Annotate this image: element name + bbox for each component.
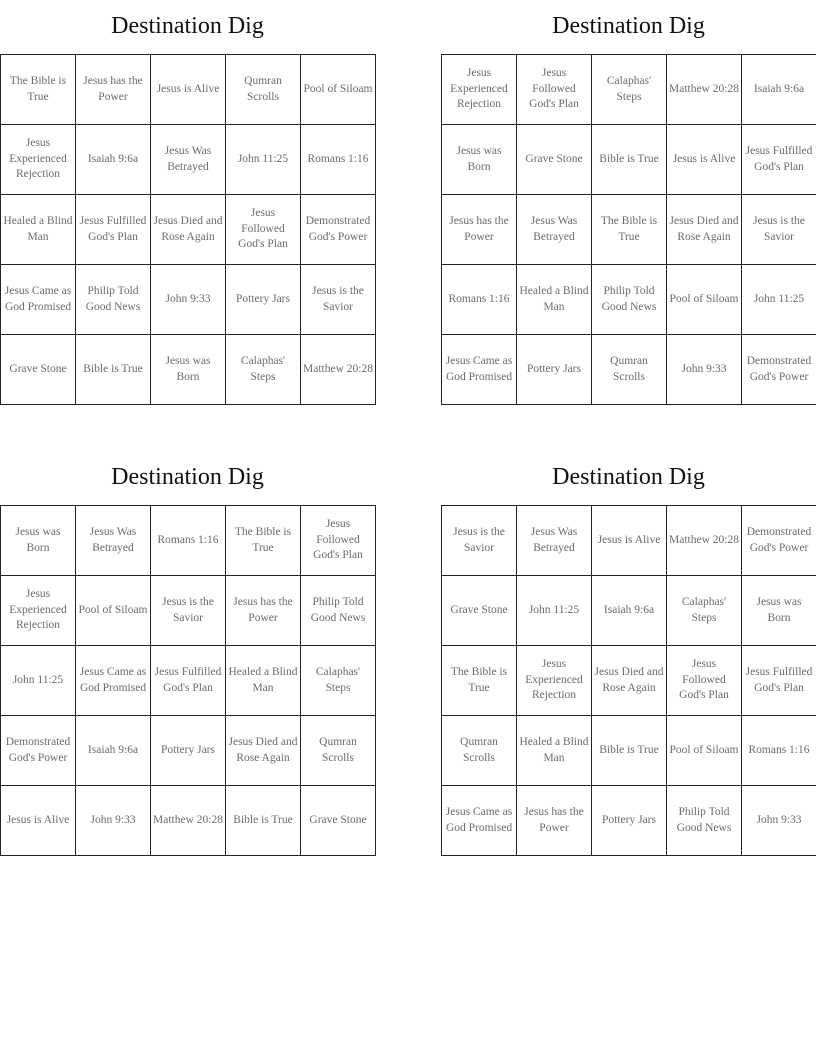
- grid-cell: The Bible is True: [442, 646, 517, 716]
- grid-cell: Pottery Jars: [592, 786, 667, 856]
- grid-cell: The Bible is True: [226, 506, 301, 576]
- grid-cell: John 9:33: [76, 786, 151, 856]
- grid-cell: Qumran Scrolls: [442, 716, 517, 786]
- grid-cell: John 9:33: [742, 786, 816, 856]
- grid-cell: Jesus Was Betrayed: [517, 195, 592, 265]
- grid-cell: John 11:25: [226, 125, 301, 195]
- card-title: Destination Dig: [552, 13, 705, 39]
- grid-cell: Bible is True: [226, 786, 301, 856]
- grid-cell: Jesus is the Savior: [442, 506, 517, 576]
- card-title: Destination Dig: [552, 464, 705, 490]
- grid-cell: Jesus Followed God's Plan: [517, 55, 592, 125]
- grid-row: [1, 55, 376, 125]
- grid-cell: Pottery Jars: [151, 716, 226, 786]
- grid-cell: Demonstrated God's Power: [742, 506, 816, 576]
- grid-cell: Jesus Experienced Rejection: [1, 125, 76, 195]
- grid-cell: Calaphas' Steps: [667, 576, 742, 646]
- grid-cell: Qumran Scrolls: [592, 335, 667, 405]
- grid-cell: Pool of Siloam: [667, 716, 742, 786]
- grid-cell: Jesus was Born: [442, 125, 517, 195]
- grid-cell: Jesus was Born: [742, 576, 816, 646]
- grid-row: [1, 576, 376, 646]
- grid-cell: Grave Stone: [517, 125, 592, 195]
- grid-cell: Jesus is Alive: [592, 506, 667, 576]
- grid-cell: Jesus Was Betrayed: [517, 506, 592, 576]
- grid-row: [442, 195, 816, 265]
- grid-cell: Pottery Jars: [226, 265, 301, 335]
- grid-cell: Calaphas' Steps: [226, 335, 301, 405]
- grid-cell: Calaphas' Steps: [301, 646, 376, 716]
- grid-cell: Jesus Experienced Rejection: [442, 55, 517, 125]
- grid-cell: Jesus Followed God's Plan: [667, 646, 742, 716]
- grid-cell: Demonstrated God's Power: [301, 195, 376, 265]
- grid-row: [442, 125, 816, 195]
- grid-cell: Jesus Fulfilled God's Plan: [742, 125, 816, 195]
- grid-cell: Jesus Died and Rose Again: [592, 646, 667, 716]
- grid-row: [442, 716, 816, 786]
- bingo-grid: [441, 505, 816, 856]
- grid-cell: Pool of Siloam: [667, 265, 742, 335]
- grid-cell: Jesus Died and Rose Again: [226, 716, 301, 786]
- grid-row: [442, 265, 816, 335]
- grid-cell: Romans 1:16: [742, 716, 816, 786]
- grid-row: [442, 576, 816, 646]
- grid-cell: Isaiah 9:6a: [592, 576, 667, 646]
- grid-cell: Jesus Followed God's Plan: [226, 195, 301, 265]
- grid-cell: Jesus is Alive: [667, 125, 742, 195]
- grid-cell: Matthew 20:28: [151, 786, 226, 856]
- card-title: Destination Dig: [111, 13, 264, 39]
- grid-cell: Jesus Experienced Rejection: [1, 576, 76, 646]
- grid-cell: Jesus Died and Rose Again: [667, 195, 742, 265]
- grid-row: [1, 506, 376, 576]
- grid-cell: Jesus Was Betrayed: [76, 506, 151, 576]
- grid-cell: Jesus was Born: [1, 506, 76, 576]
- grid-row: [442, 506, 816, 576]
- grid-cell: Pool of Siloam: [76, 576, 151, 646]
- grid-cell: Demonstrated God's Power: [742, 335, 816, 405]
- grid-cell: John 9:33: [151, 265, 226, 335]
- grid-cell: John 9:33: [667, 335, 742, 405]
- grid-row: [1, 786, 376, 856]
- grid-cell: Jesus Came as God Promised: [76, 646, 151, 716]
- grid-cell: Calaphas' Steps: [592, 55, 667, 125]
- grid-cell: Jesus is the Savior: [742, 195, 816, 265]
- grid-cell: Philip Told Good News: [592, 265, 667, 335]
- grid-cell: Qumran Scrolls: [226, 55, 301, 125]
- grid-cell: Jesus Fulfilled God's Plan: [742, 646, 816, 716]
- grid-cell: The Bible is True: [1, 55, 76, 125]
- grid-cell: Jesus Fulfilled God's Plan: [76, 195, 151, 265]
- grid-cell: Jesus is the Savior: [301, 265, 376, 335]
- grid-cell: Jesus is Alive: [1, 786, 76, 856]
- grid-cell: Jesus was Born: [151, 335, 226, 405]
- grid-row: [1, 195, 376, 265]
- grid-cell: John 11:25: [517, 576, 592, 646]
- grid-cell: Jesus Came as God Promised: [442, 786, 517, 856]
- grid-cell: Jesus Died and Rose Again: [151, 195, 226, 265]
- grid-cell: Jesus has the Power: [226, 576, 301, 646]
- bingo-grid: [0, 54, 376, 405]
- grid-cell: Bible is True: [592, 716, 667, 786]
- grid-cell: Isaiah 9:6a: [76, 716, 151, 786]
- grid-row: [442, 55, 816, 125]
- grid-cell: Jesus has the Power: [76, 55, 151, 125]
- grid-row: [1, 716, 376, 786]
- grid-row: [1, 646, 376, 716]
- grid-cell: Matthew 20:28: [667, 55, 742, 125]
- grid-cell: Healed a Blind Man: [517, 265, 592, 335]
- grid-cell: Philip Told Good News: [667, 786, 742, 856]
- grid-row: [442, 335, 816, 405]
- grid-row: [1, 265, 376, 335]
- grid-cell: John 11:25: [1, 646, 76, 716]
- grid-cell: Jesus has the Power: [442, 195, 517, 265]
- grid-cell: Grave Stone: [442, 576, 517, 646]
- grid-cell: Bible is True: [76, 335, 151, 405]
- grid-cell: Healed a Blind Man: [226, 646, 301, 716]
- grid-cell: Jesus is the Savior: [151, 576, 226, 646]
- grid-cell: Healed a Blind Man: [1, 195, 76, 265]
- grid-row: [1, 335, 376, 405]
- grid-cell: Philip Told Good News: [76, 265, 151, 335]
- grid-cell: Pottery Jars: [517, 335, 592, 405]
- grid-cell: Demonstrated God's Power: [1, 716, 76, 786]
- grid-cell: Qumran Scrolls: [301, 716, 376, 786]
- grid-cell: Healed a Blind Man: [517, 716, 592, 786]
- grid-cell: Isaiah 9:6a: [76, 125, 151, 195]
- grid-cell: Pool of Siloam: [301, 55, 376, 125]
- grid-cell: Matthew 20:28: [667, 506, 742, 576]
- grid-cell: Romans 1:16: [301, 125, 376, 195]
- grid-cell: Jesus has the Power: [517, 786, 592, 856]
- grid-cell: Jesus Experienced Rejection: [517, 646, 592, 716]
- bingo-grid: [441, 54, 816, 405]
- grid-cell: Grave Stone: [301, 786, 376, 856]
- bingo-grid: [0, 505, 376, 856]
- grid-cell: Jesus Fulfilled God's Plan: [151, 646, 226, 716]
- grid-row: [442, 646, 816, 716]
- grid-cell: Bible is True: [592, 125, 667, 195]
- grid-cell: The Bible is True: [592, 195, 667, 265]
- grid-cell: John 11:25: [742, 265, 816, 335]
- grid-cell: Romans 1:16: [151, 506, 226, 576]
- grid-cell: Jesus Came as God Promised: [442, 335, 517, 405]
- card-title: Destination Dig: [111, 464, 264, 490]
- grid-cell: Jesus Was Betrayed: [151, 125, 226, 195]
- grid-cell: Philip Told Good News: [301, 576, 376, 646]
- grid-cell: Romans 1:16: [442, 265, 517, 335]
- grid-cell: Isaiah 9:6a: [742, 55, 816, 125]
- grid-cell: Jesus is Alive: [151, 55, 226, 125]
- grid-row: [442, 786, 816, 856]
- grid-row: [1, 125, 376, 195]
- grid-cell: Jesus Came as God Promised: [1, 265, 76, 335]
- grid-cell: Matthew 20:28: [301, 335, 376, 405]
- grid-cell: Jesus Followed God's Plan: [301, 506, 376, 576]
- grid-cell: Grave Stone: [1, 335, 76, 405]
